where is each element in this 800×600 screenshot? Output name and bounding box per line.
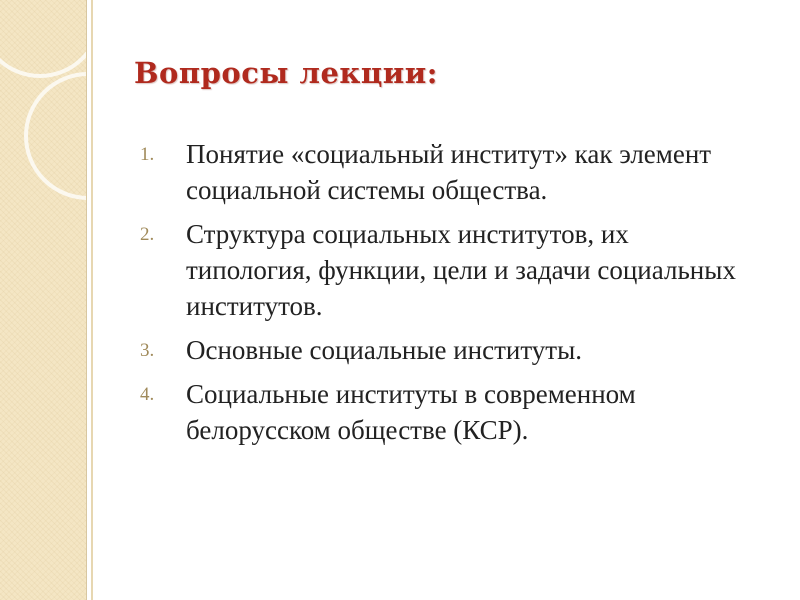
decorative-circle-middle	[26, 74, 86, 198]
list-item-text: Понятие «социальный институт» как элемент социальной системы общества.	[186, 139, 712, 205]
list-item	[140, 216, 746, 324]
lecture-questions-list	[140, 136, 746, 456]
list-item	[140, 136, 746, 208]
list-item-number: 2.	[140, 224, 155, 245]
list-item	[140, 332, 746, 368]
decorative-circle-top	[0, 0, 86, 76]
list-item	[140, 376, 746, 448]
list-item-text: Структура социальных институтов, их типология, функции, цели и задачи социальных институтов.	[186, 219, 736, 321]
list-item-number: 4.	[140, 384, 155, 405]
list-item-text: Социальные институты в современном белорусском обществе (КСР).	[186, 379, 636, 445]
list-item-number: 1.	[140, 144, 155, 165]
slide-title: Вопросы лекции:	[134, 56, 439, 90]
decorative-side-panel	[0, 0, 87, 600]
list-item-number: 3.	[140, 340, 155, 361]
list-item-text: Основные социальные институты.	[186, 335, 582, 365]
decorative-circles-graphic	[0, 0, 86, 600]
decorative-divider-line	[91, 0, 93, 600]
